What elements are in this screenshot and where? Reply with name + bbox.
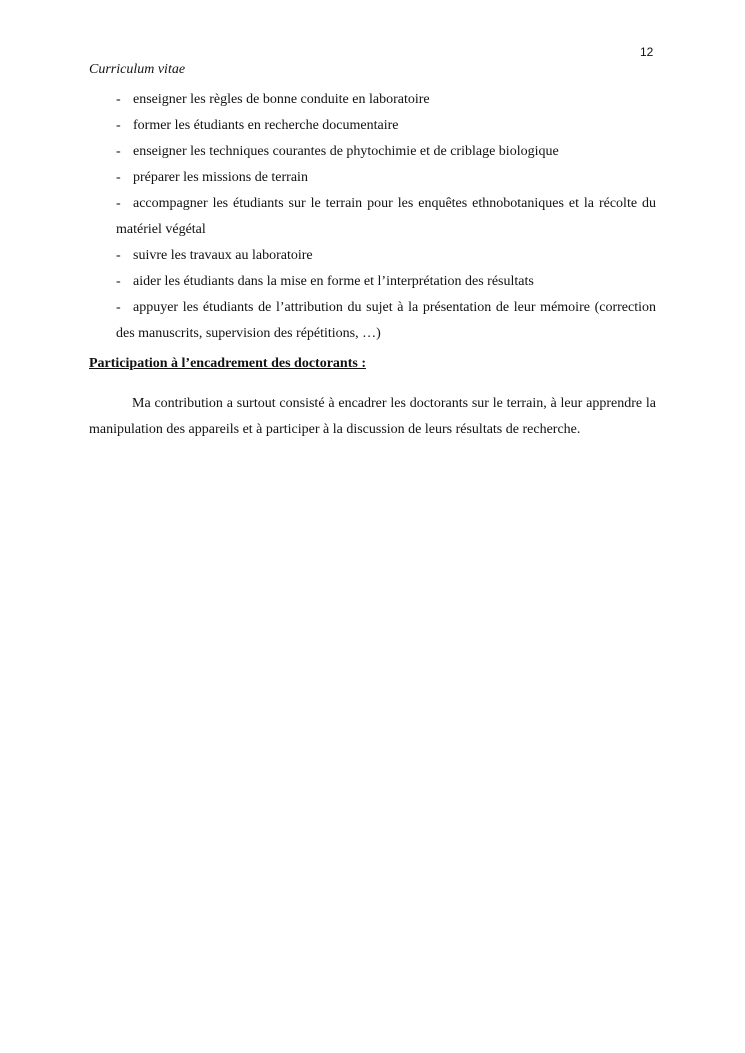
list-item-text: aider les étudiants dans la mise en forme et l’interprétation des résultats xyxy=(133,274,534,289)
list-item-text: préparer les missions de terrain xyxy=(133,170,308,185)
list-item xyxy=(89,191,656,243)
list-item xyxy=(89,295,656,347)
list-item-text: enseigner les techniques courantes de phytochimie et de criblage biologique xyxy=(133,144,559,159)
running-head: Curriculum vitae xyxy=(89,62,186,77)
list-item xyxy=(89,269,656,295)
list-item xyxy=(89,243,656,269)
list-item xyxy=(89,139,656,165)
list-dash: - xyxy=(116,274,121,289)
list-dash: - xyxy=(116,196,121,211)
list-item xyxy=(89,113,656,139)
section-heading: Participation à l’encadrement des doctorants : xyxy=(89,356,366,371)
list-item-text: accompagner les étudiants sur le terrain pour les enquêtes ethnobotaniques et la récolte du matériel végétal xyxy=(116,196,656,237)
duties-list xyxy=(89,87,656,347)
list-item xyxy=(89,165,656,191)
list-dash: - xyxy=(116,300,121,315)
list-dash: - xyxy=(116,170,121,185)
list-item-text: former les étudiants en recherche documentaire xyxy=(133,118,399,133)
list-dash: - xyxy=(116,248,121,263)
list-item-text: appuyer les étudiants de l’attribution du sujet à la présentation de leur mémoire (correction des manuscrits, supervision des répétitions, …) xyxy=(116,300,656,341)
page-number: 12 xyxy=(640,45,654,59)
section-paragraph: Ma contribution a surtout consisté à encadrer les doctorants sur le terrain, à leur apprendre la manipulation des appareils et à participer à la discussion de leurs résultats de recherche. xyxy=(89,396,656,437)
list-item xyxy=(89,87,656,113)
list-item-text: suivre les travaux au laboratoire xyxy=(133,248,313,263)
list-dash: - xyxy=(116,118,121,133)
list-item-text: enseigner les règles de bonne conduite en laboratoire xyxy=(133,92,430,107)
list-dash: - xyxy=(116,92,121,107)
list-dash: - xyxy=(116,144,121,159)
